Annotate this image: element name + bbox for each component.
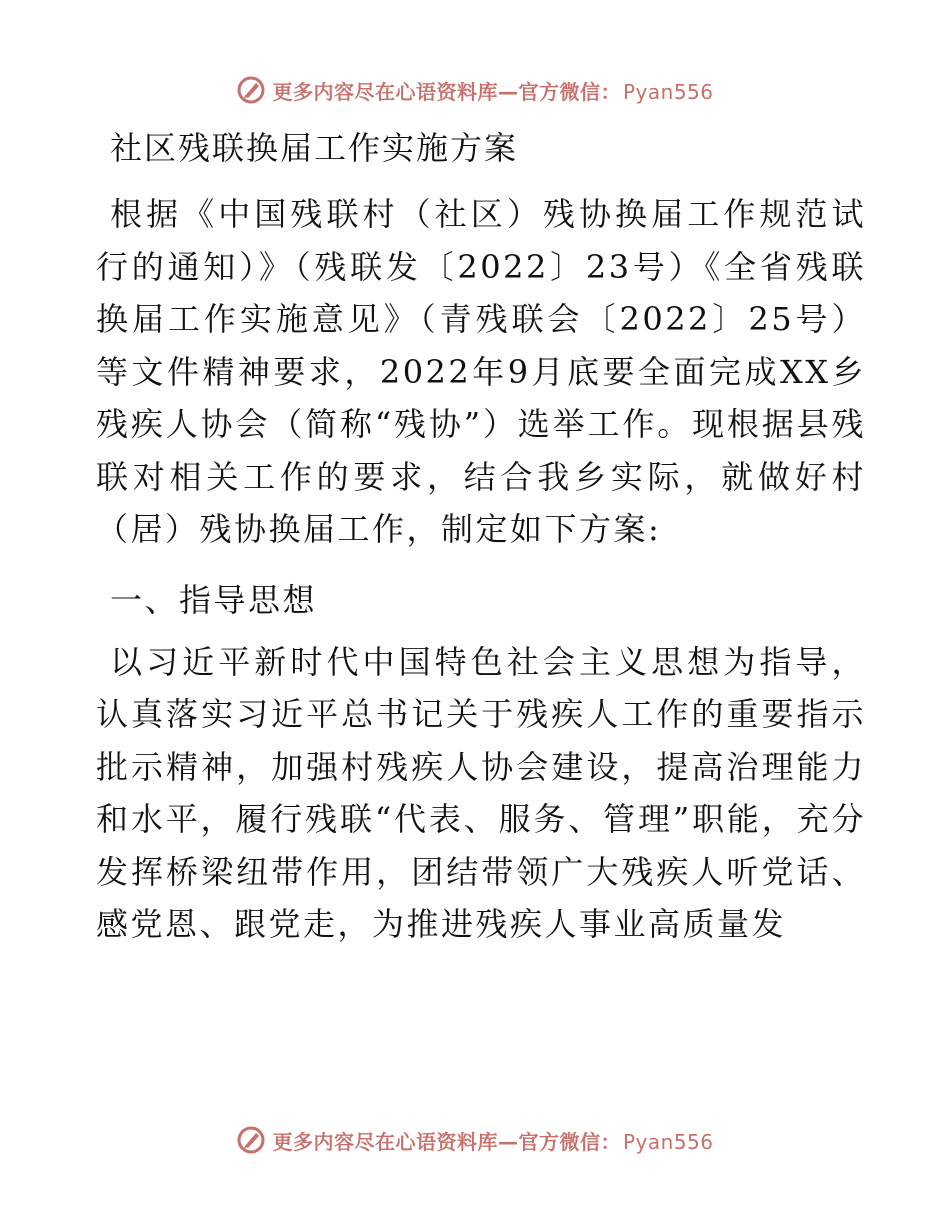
- document-title: 社区残联换届工作实施方案: [110, 129, 519, 167]
- footer-watermark: [0, 1120, 950, 1160]
- watermark-site-text: 更多内容尽在心语资料库—官方微信：: [272, 1129, 621, 1154]
- watermark-text: [272, 76, 713, 105]
- watermark-text: [272, 1126, 713, 1155]
- watermark-account: Pyan556: [622, 1129, 714, 1154]
- watermark-site-text: 更多内容尽在心语资料库—官方微信：: [272, 79, 621, 104]
- document-body: [96, 122, 866, 951]
- section-heading-guiding-ideology: 一、指导思想: [110, 580, 318, 619]
- intro-paragraph: 根据《中国残联村（社区）残协换届工作规范试行的通知）》（残联发〔2022〕23号）《全省残联换届工作实施意见》（青残联会〔2022〕25号）等文件精神要求，2022年9月底要全面完成XX乡残疾人协会（简称“残协”）选举工作。现根据县残联对相关工作的要求，结合我乡实际，就做好村（居）残协换届工作，制定如下方案:: [96, 195, 866, 548]
- pen-circle-logo-icon: [236, 75, 266, 105]
- guiding-ideology-paragraph: 以习近平新时代中国特色社会主义思想为指导，认真落实习近平总书记关于残疾人工作的重要指示批示精神，加强村残疾人协会建设，提高治理能力和水平，履行残联“代表、服务、管理”职能，充分发挥桥梁纽带作用，团结带领广大残疾人听党话、感党恩、跟党走，为推进残疾人事业高质量发: [96, 642, 866, 943]
- watermark-account: Pyan556: [622, 79, 714, 104]
- header-watermark: [0, 70, 950, 110]
- pen-circle-logo-icon: [236, 1125, 266, 1155]
